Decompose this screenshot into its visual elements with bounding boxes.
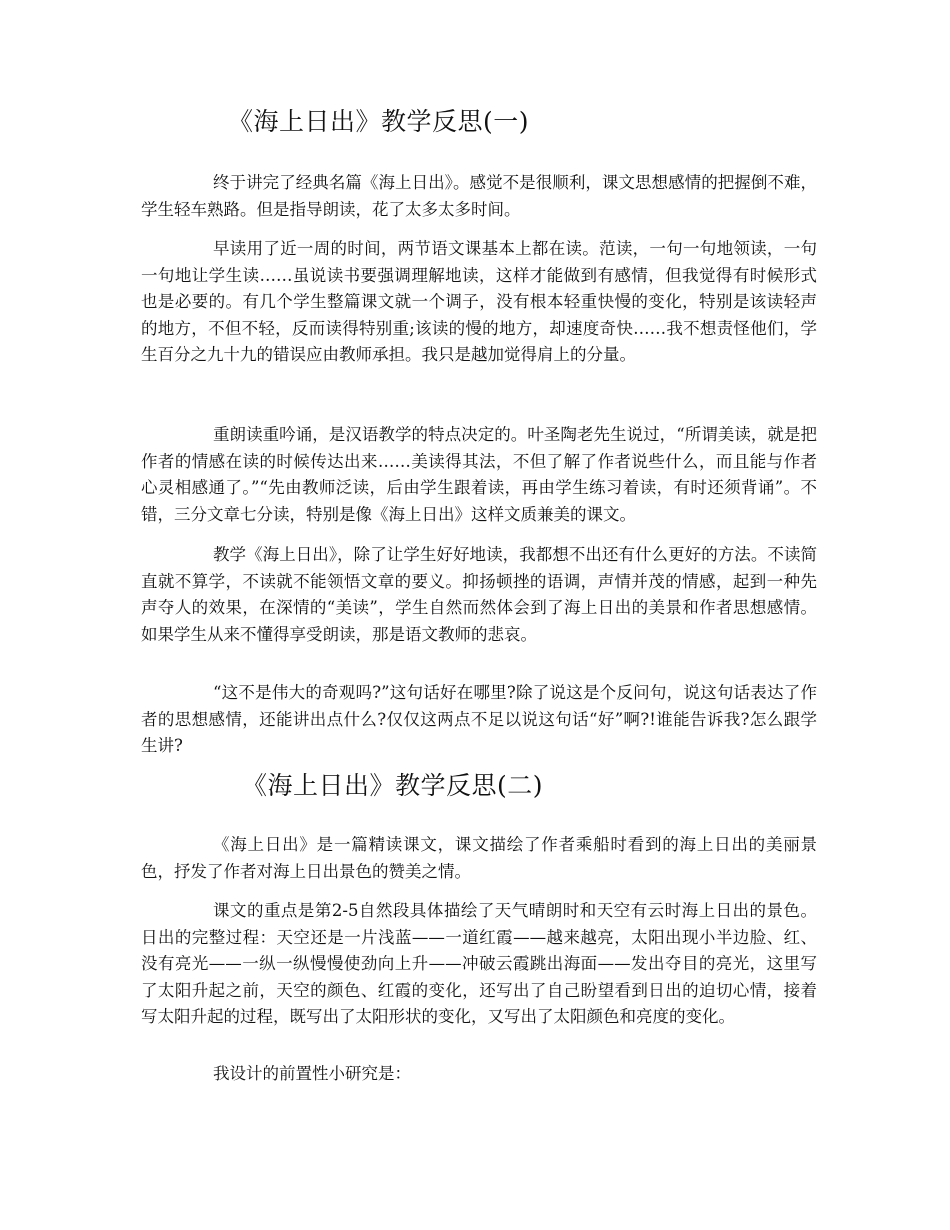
section-2-title: 《海上日出》教学反思(二) [242,771,544,800]
section-1-title: 《海上日出》教学反思(一) [228,107,530,136]
section-1-paragraph-1: 终于讲完了经典名篇《海上日出》。感觉不是很顺利，课文思想感情的把握倒不难，学生轻车熟路。但是指导朗读，花了太多太多时间。 [141,173,817,219]
section-1-paragraph-5: “这不是伟大的奇观吗?”这句话好在哪里?除了说这是个反问句，说这句话表达了作者的思想感情，还能讲出点什么?仅仅这两点不足以说这句话“好”啊?!谁能告诉我?怎么跟学生讲? [141,683,817,756]
section-1-paragraph-2: 早读用了近一周的时间，两节语文课基本上都在读。范读，一句一句地领读，一句一句地让学生读……虽说读书要强调理解地读，这样才能做到有感情，但我觉得有时候形式也是必要的。有几个学生整篇课文就一个调子，没有根本轻重快慢的变化，特别是该读轻声的地方，不但不轻，反而读得特别重;该读的慢的地方，却速度奇快……我不想责怪他们，学生百分之九十九的错误应由教师承担。我只是越加觉得肩上的分量。 [141,239,817,365]
section-2-paragraph-1: 《海上日出》是一篇精读课文，课文描绘了作者乘船时看到的海上日出的美丽景色，抒发了作者对海上日出景色的赞美之情。 [141,835,817,881]
section-2-paragraph-3: 我设计的前置性小研究是： [213,1064,411,1083]
section-1-paragraph-3: 重朗读重吟诵，是汉语教学的特点决定的。叶圣陶老先生说过，“所谓美读，就是把作者的情感在读的时候传达出来……美读得其法，不但了解了作者说些什么，而且能与作者心灵相感通了。”“先由教师泛读，后由学生跟着读，再由学生练习着读，有时还须背诵”。不错，三分文章七分读，特别是像《海上日出》这样文质兼美的课文。 [141,425,817,524]
section-1-paragraph-4: 教学《海上日出》，除了让学生好好地读，我都想不出还有什么更好的方法。不读简直就不算学，不读就不能领悟文章的要义。抑扬顿挫的语调，声情并茂的情感，起到一种先声夺人的效果，在深情的“美读”，学生自然而然体会到了海上日出的美景和作者思想感情。如果学生从来不懂得享受朗读，那是语文教师的悲哀。 [141,545,817,644]
section-2-paragraph-2: 课文的重点是第2-5自然段具体描绘了天气晴朗时和天空有云时海上日出的景色。日出的完整过程：天空还是一片浅蓝——一道红霞——越来越亮，太阳出现小半边脸、红、没有亮光——一纵一纵慢慢使劲向上升——冲破云霞跳出海面——发出夺目的亮光，这里写了太阳升起之前，天空的颜色、红霞的变化，还写出了自己盼望看到日出的迫切心情，接着写太阳升起的过程，既写出了太阳形状的变化，又写出了太阳颜色和亮度的变化。 [141,901,817,1027]
